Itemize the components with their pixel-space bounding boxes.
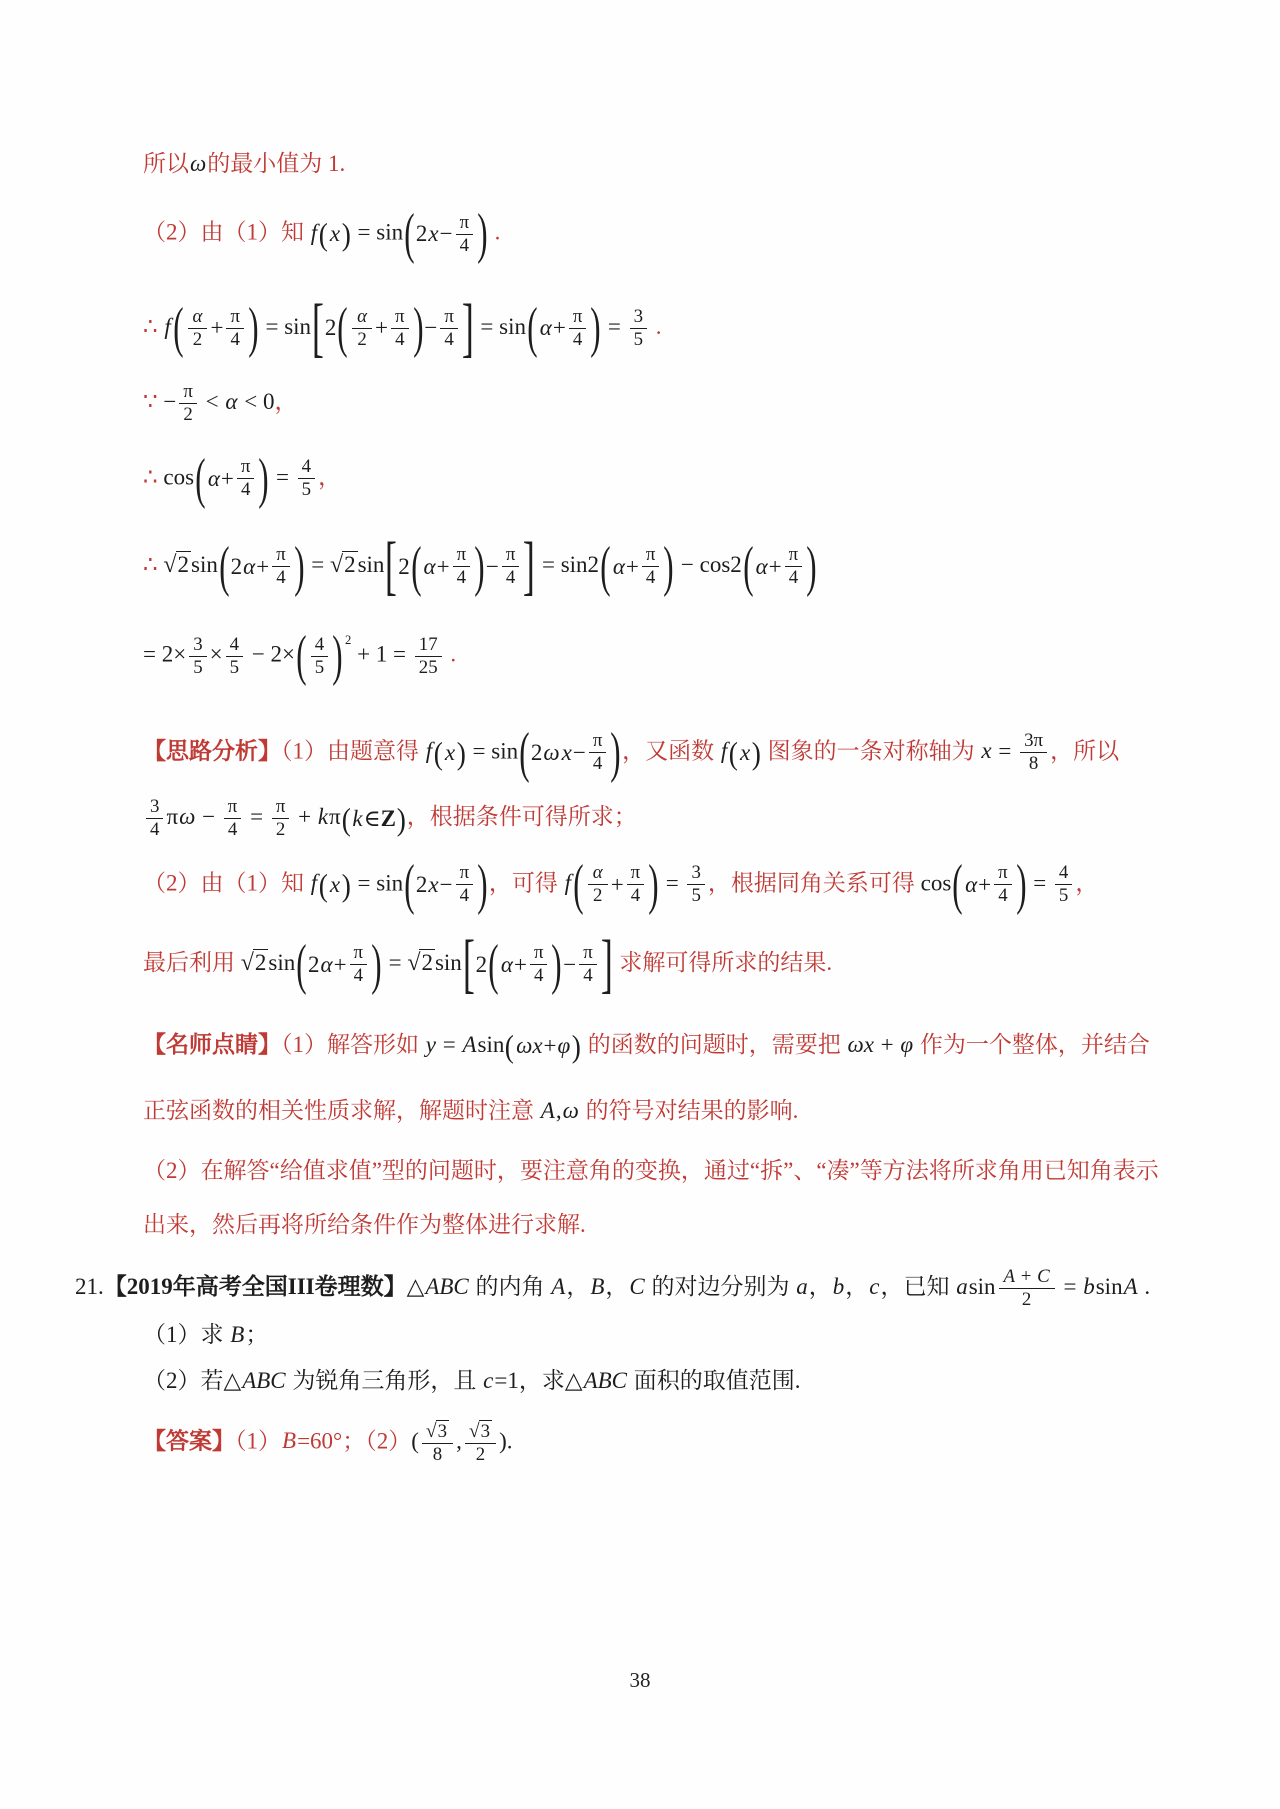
tips-line-4: 出来，然后再将所给条件作为整体进行求解. (143, 1211, 586, 1237)
formula-line-f-alpha: ∴ f ( $\frac{\alpha}{2}$ + $\frac{\pi}{4}$ ) = sin [ 2 ( $\frac{\alpha}{2}$ + $\frac{\pi}{4}$ ) − $\frac{\pi}{4}$ ] = sin ( α + $\frac{\pi}{4}$ ) = $\frac{3}{5}$ . (143, 291, 662, 364)
formula-line-alpha-range: ∵ − $\frac{\pi}{2}$ < α < 0， (143, 381, 298, 426)
solution-line-part2-intro: （2）由（1）知 f ( x ) = sin ( 2 x − $\frac{\pi}{4}$ ) . (143, 203, 501, 266)
tips-line-3: （2）在解答“给值求值”型的问题时，要注意角的变换，通过“拆”、“凑”等方法将所求角用已知角表示 (143, 1157, 1159, 1183)
formula-line-sqrt2-expansion: ∴ √2sin ( 2 α + $\frac{\pi}{4}$ ) = √2sin [ 2 ( α + $\frac{\pi}{4}$ ) − $\frac{\pi}{4}$ ] = sin2 ( α + $\frac{\pi}{4}$ ) − cos2 ( α + $\frac{\pi}{4}$ ) (143, 529, 817, 602)
solution-line-omega-min: 所以ω的最小值为 1. (143, 151, 346, 176)
question-21-part1: （1）求 B； (143, 1322, 269, 1348)
document-body (0, 148, 1280, 1466)
analysis-line-2: $\frac{3}{4}$ πω − $\frac{\pi}{4}$ = $\frac{\pi}{2}$ + kπ ( k ∈ Z ) ，根据条件可得所求； (143, 796, 1280, 842)
formula-line-cos-value: ∴ cos ( α + $\frac{\pi}{4}$ ) = $\frac{4}{5}$ ， (143, 447, 342, 510)
analysis-line-1: 【思路分析】（1）由题意得 f ( x ) = sin ( 2 ω x − $\frac{\pi}{4}$ ) ，又函数 f ( x ) 图象的一条对称轴为 x = $\frac{3\pi}{8}$ ，所以 (143, 721, 1120, 784)
tips-line-1: 【名师点睛】（1）解答形如 y = Asin ( ωx + φ ) 的函数的问题时，需要把 ωx + φ 作为一个整体，并结合 (143, 1028, 1150, 1065)
answer-line: 【答案】（1）B=60°；（2）( $\frac{√3}{8}$ , $\frac{√3}{2}$ ). (143, 1420, 513, 1466)
analysis-line-4: 最后利用 √2sin ( 2 α + $\frac{\pi}{4}$ ) = √2sin [ 2 ( α + $\frac{\pi}{4}$ ) − $\frac{\pi}{4}$ ] 求解可得所求的结果. (143, 928, 833, 1000)
formula-line-final-value: = 2× $\frac{3}{5}$ × $\frac{4}{5}$ − 2× ( $\frac{4}{5}$ ) 2 + 1 = $\frac{17}{25}$ . (143, 625, 457, 688)
tips-line-2: 正弦函数的相关性质求解，解题时注意 A,ω 的符号对结果的影响. (143, 1098, 799, 1124)
page-number: 38 (629, 1668, 651, 1692)
question-21-part2: （2）若△ABC 为锐角三角形，且 c=1，求△ABC 面积的取值范围. (143, 1367, 801, 1393)
question-21: 21.【2019年高考全国III卷理数】△ABC 的内角 A，B，C 的对边分别为 a，b，c，已知 asin $\frac{A + C}{2}$ = bsinA . (75, 1265, 1151, 1311)
analysis-line-3: （2）由（1）知 f ( x ) = sin ( 2 x − $\frac{\pi}{4}$ ) ，可得 f ( $\frac{\alpha}{2}$ + $\frac{\pi}{4}$ ) = $\frac{3}{5}$ ，根据同角关系可得 cos ( α + $\frac{\pi}{4}$ ) = $\frac{4}{5}$ ， (143, 853, 1099, 916)
